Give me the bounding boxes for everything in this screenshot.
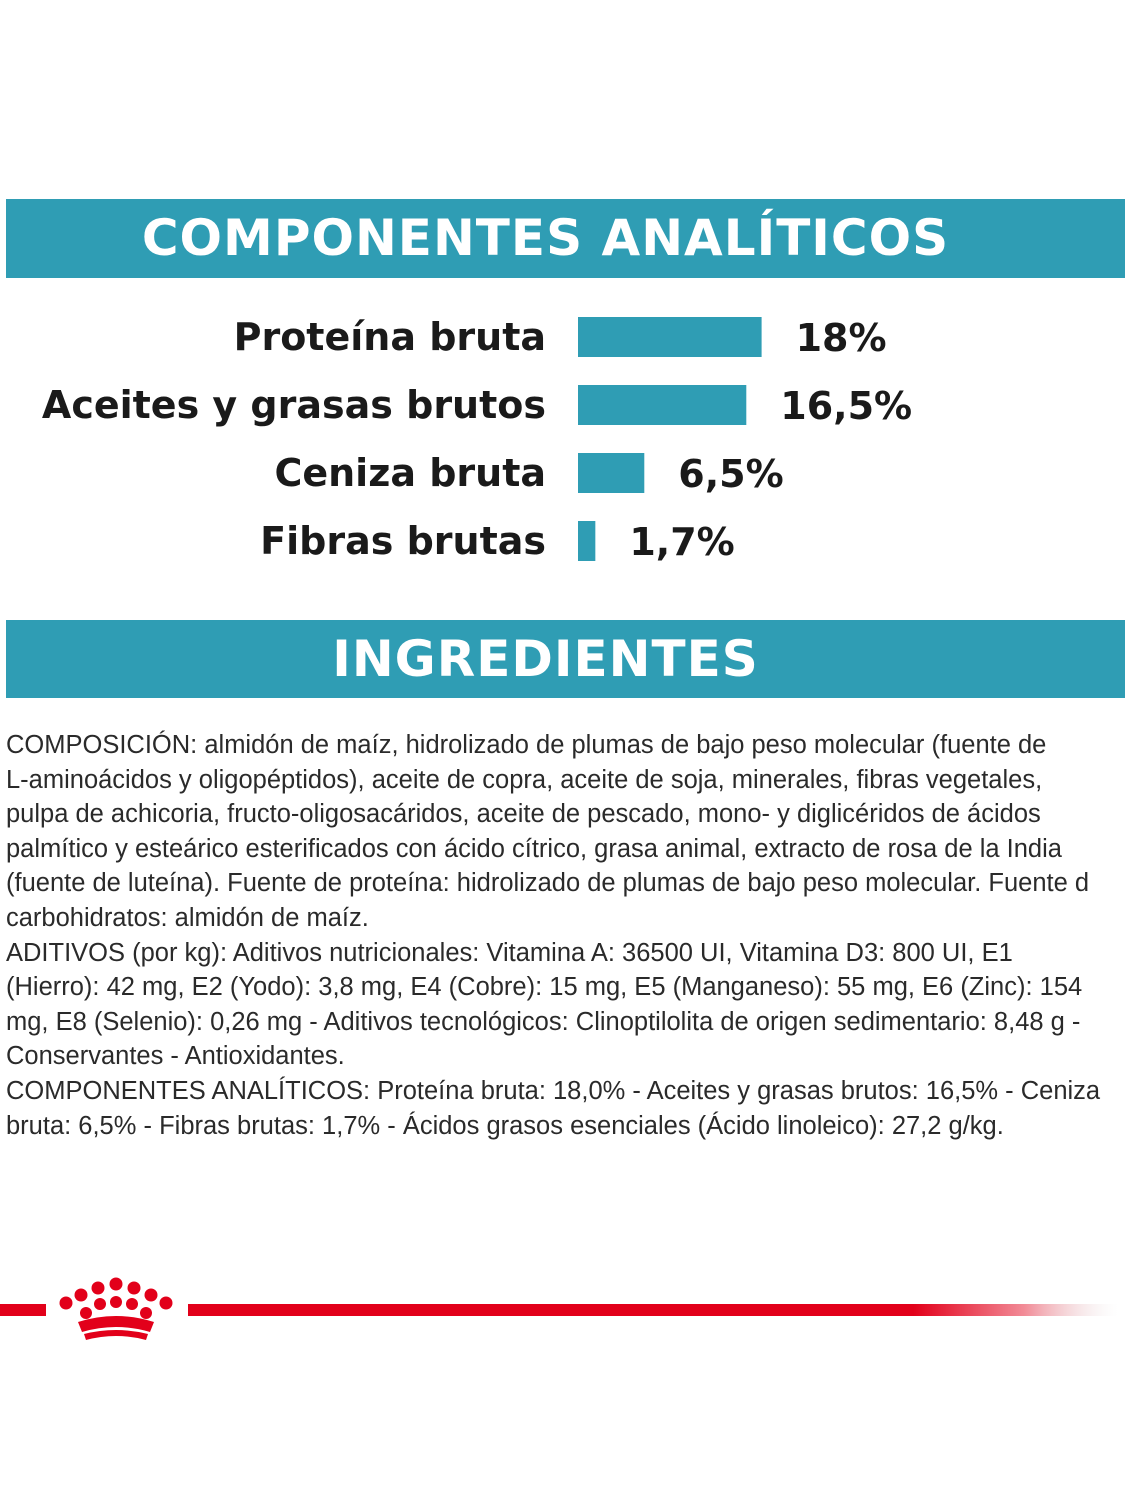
section-header-ingredientes [6,620,1125,698]
section-header-analiticos [6,199,1125,278]
ingredients-line: (Hierro): 42 mg, E2 (Yodo): 3,8 mg, E4 (Cobre): 15 mg, E5 (Manganeso): 55 mg, E6 (Zinc): 154 [6,973,1083,1002]
footer-line-right [188,1304,1118,1316]
ingredients-line: mg, E8 (Selenio): 0,26 mg - Aditivos tecnológicos: Clinoptilolita de origen sedimentario: 8,48 g - [6,1007,1081,1036]
ingredients-line: bruta: 6,5% - Fibras brutas: 1,7% - Ácidos grasos esenciales (Ácido linoleico): 27,2 g/kg. [6,1111,1004,1140]
bar [578,453,644,493]
ingredients-line: L-aminoácidos y oligopéptidos), aceite de copra, aceite de soja, minerales, fibras vegetales, [6,765,1043,794]
bar-category-label: Proteína bruta [233,315,546,359]
analytic-bar-chart [0,290,1125,590]
bar-value-label: 1,7% [629,520,735,564]
ingredients-line: pulpa de achicoria, fructo-oligosacáridos, aceite de pescado, mono- y diglicéridos de ácidos [6,800,1041,829]
bar-value-label: 6,5% [678,452,784,496]
section-title-analiticos: COMPONENTES ANALÍTICOS [141,209,950,267]
footer-brand-bar [0,1270,1125,1350]
bar-value-label: 18% [795,316,887,360]
ingredients-line: COMPONENTES ANALÍTICOS: Proteína bruta: 18,0% - Aceites y grasas brutos: 16,5% - Ceniza [6,1076,1101,1105]
ingredients-line: (fuente de luteína). Fuente de proteína: hidrolizado de plumas de bajo peso molecular. Fuente d [6,869,1090,898]
ingredients-line: COMPOSICIÓN: almidón de maíz, hidrolizado de plumas de bajo peso molecular (fuente de [6,731,1047,759]
ingredients-line: ADITIVOS (por kg): Aditivos nutricionales: Vitamina A: 36500 UI, Vitamina D3: 800 UI, E1 [6,938,1013,967]
bar-value-label: 16,5% [780,384,913,428]
bar [578,317,762,357]
bar-category-label: Aceites y grasas brutos [41,383,546,427]
footer-line-left [0,1304,46,1316]
ingredients-text [6,728,1125,1143]
royal-crown-logo-icon [60,1278,173,1341]
bar [578,521,595,561]
bar [578,385,746,425]
ingredients-line: carbohidratos: almidón de maíz. [6,903,369,932]
bar-category-label: Fibras brutas [260,519,546,563]
section-title-ingredientes: INGREDIENTES [332,630,759,688]
ingredients-line: palmítico y esteárico esterificados con ácido cítrico, grasa animal, extracto de rosa de la India [6,834,1062,863]
ingredients-line: Conservantes - Antioxidantes. [6,1042,345,1071]
bar-category-label: Ceniza bruta [274,451,546,495]
